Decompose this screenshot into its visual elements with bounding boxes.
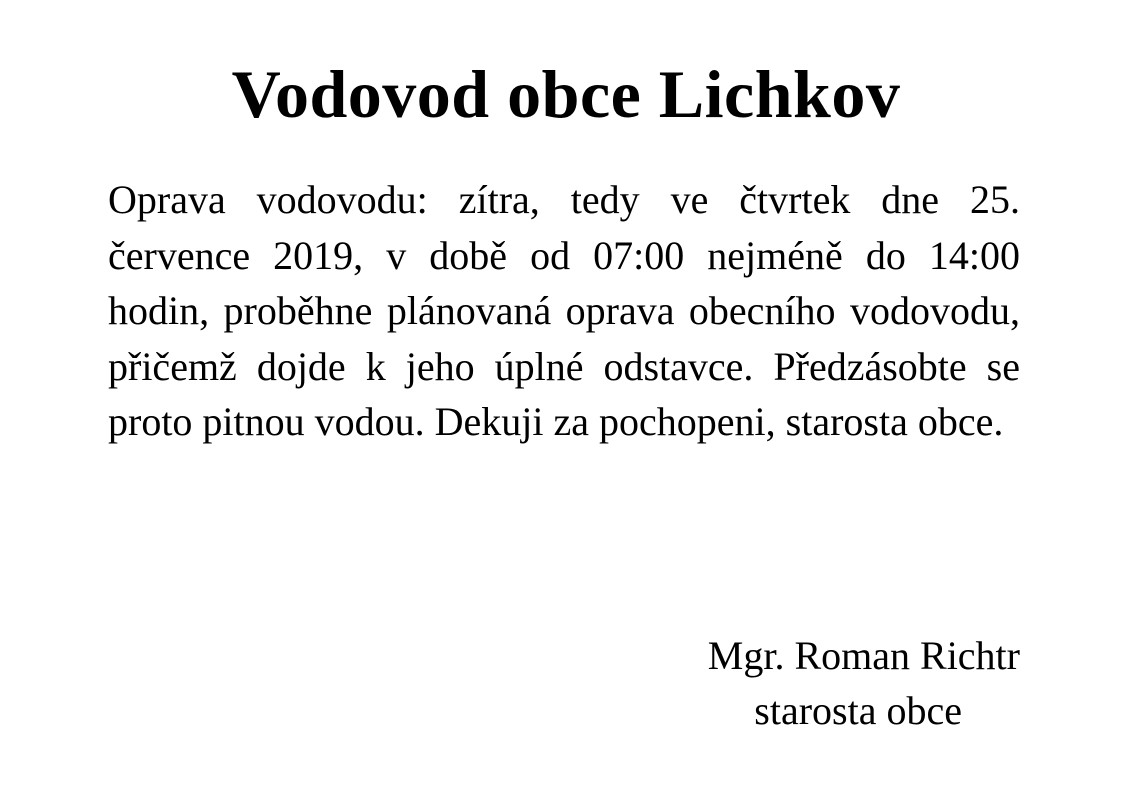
- notice-body: Oprava vodovodu: zítra, tedy ve čtvrtek dne 25. července 2019, v době od 07:00 nejméně do 14:00 hodin, proběhne plánovaná oprava obecního vodovodu, přičemž dojde k jeho úplné odstavce. Předzásobte se proto pitnou vodou. Dekuji za pochopeni, starosta obce.: [108, 177, 1020, 444]
- signatory-role: starosta obce: [754, 688, 962, 733]
- signature-block: [600, 628, 1020, 738]
- signatory-name: Mgr. Roman Richtr: [707, 633, 1020, 678]
- notice-title: Vodovod obce Lichkov: [231, 56, 901, 132]
